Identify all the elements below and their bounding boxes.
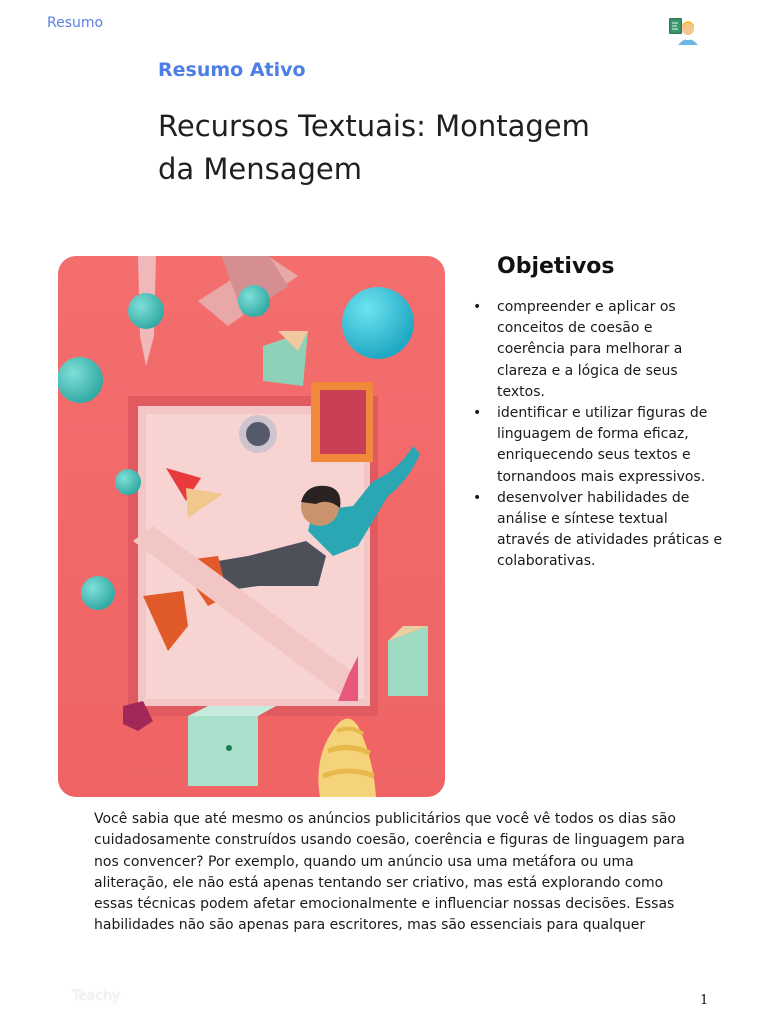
page-title: Recursos Textuais: Montagem da Mensagem [158,109,590,186]
objective-item: • compreender e aplicar os conceitos de coesão e coerência para melhorar a clareza e a lógica de seus textos. [473,299,683,400]
hero-illustration [58,256,445,797]
objective-item: • identificar e utilizar figuras de linguagem de forma eficaz, enriquecendo seus textos e tornandoos mais expressivos. [473,405,708,485]
objectives-list [473,297,723,573]
body-paragraph: Você sabia que até mesmo os anúncios publicitários que você vê todos os dias são cuidadosamente construídos usando coesão, coerência e figuras de linguagem para nos convencer? Por exemplo, quando um anúncio usa uma metáfora ou uma aliteração, ele não está apenas tentando ser criativo, mas está explorando como essas técnicas podem afetar emocionalmente e influenciar nossas decisões. Essas habilidades não são apenas para escritores, mas são essenciais para qualquer [94,811,685,934]
section-kicker: Resumo Ativo [158,59,306,81]
page-number: 1 [700,993,709,1008]
footer-brand-logo: Teachy [72,988,121,1004]
header-label[interactable]: Resumo [47,15,104,31]
objectives-heading: Objetivos [497,254,615,279]
teacher-icon [668,15,698,45]
bullet-icon: • [473,405,482,422]
bullet-icon: • [473,489,482,506]
objective-item: • desenvolver habilidades de análise e síntese textual através de atividades práticas e colaborativas. [473,489,723,570]
bullet-icon: • [473,299,482,315]
